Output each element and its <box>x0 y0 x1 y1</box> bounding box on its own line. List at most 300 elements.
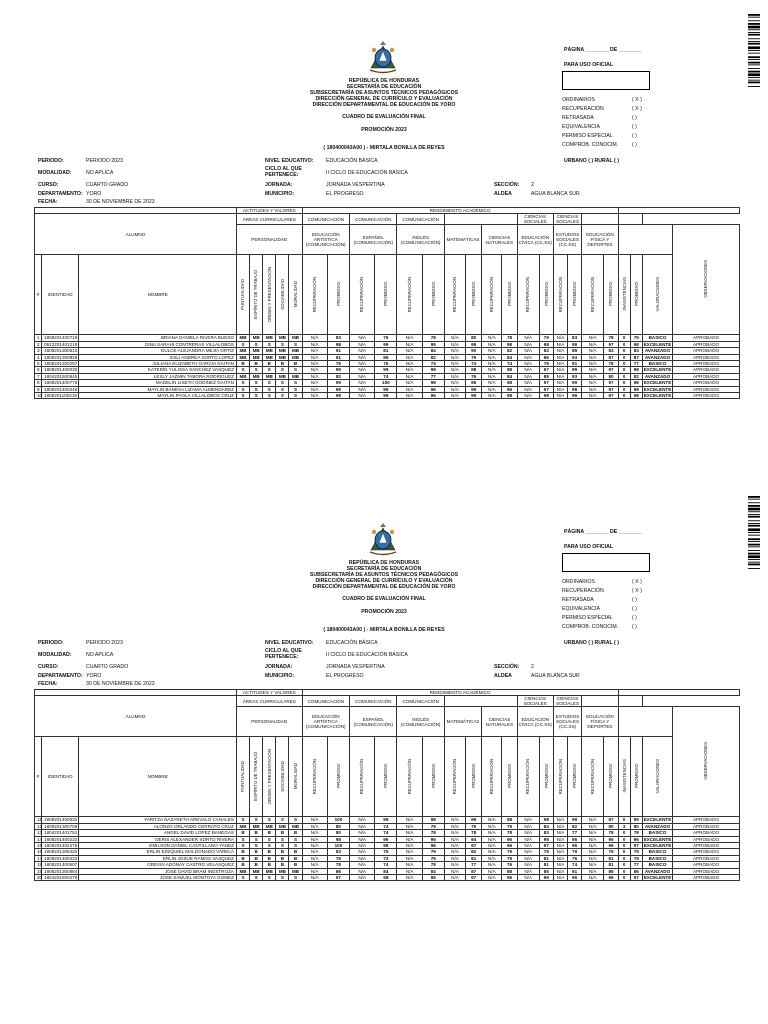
sociabilidad-column-header <box>276 255 289 335</box>
rendimiento-header: RENDIMIENTO ACADÉMICO <box>302 208 618 214</box>
attitude-grade: S <box>236 843 249 849</box>
promedio-label: PROMEDIO <box>383 282 389 307</box>
student-id: 1808201300513 <box>42 348 79 354</box>
final-average: 98 <box>630 341 642 347</box>
student-name: BRIANA DANIELA RIVERA BUESO <box>79 335 237 341</box>
subject-average: 88 <box>502 868 517 874</box>
student-id: 1804201500845 <box>42 373 79 379</box>
subject-recovery: N/A <box>444 393 465 399</box>
promedio-label: PROMEDIO <box>430 282 436 307</box>
observacion: APROBADO <box>673 830 740 836</box>
subject-recovery: N/A <box>444 875 465 881</box>
observacion: APROBADO <box>673 354 740 360</box>
subject-average: 78 <box>422 335 444 341</box>
subject-average: 80 <box>604 373 618 379</box>
subject-recovery: N/A <box>582 855 604 861</box>
absences: 0 <box>618 868 630 874</box>
subject-recovery: N/A <box>397 830 422 836</box>
absences: 0 <box>618 348 630 354</box>
subject-average: 79 <box>422 849 444 855</box>
subject-average: 99 <box>568 393 582 399</box>
jornada-label: JORNADA: <box>265 664 293 670</box>
student-id: 1808201400030 <box>42 367 79 373</box>
centro-title: ( 180400043A00 ) - MIRTALA BONILLA DE REYES <box>323 145 445 151</box>
attitude-grade: B <box>250 830 263 836</box>
subject-recovery: N/A <box>482 843 502 849</box>
attitude-grade: S <box>236 386 249 392</box>
attitude-grade: S <box>289 380 302 386</box>
subject-average: 79 <box>539 849 553 855</box>
attitude-grade: MB <box>263 823 276 829</box>
absences: 0 <box>618 817 630 823</box>
recuperacion-label: RECUPERACIÓN <box>406 758 412 794</box>
student-id: 1808201400507 <box>42 862 79 868</box>
final-average: 77 <box>630 862 642 868</box>
subject-average: 98 <box>539 817 553 823</box>
subject-average: 98 <box>568 386 582 392</box>
student-name: ANGEL DAVID LOPEZ BANEGAS <box>79 830 237 836</box>
subject-average: 85 <box>604 868 618 874</box>
row-number: 12 <box>35 823 42 829</box>
subject-recovery: N/A <box>302 373 327 379</box>
subject-average: 98 <box>502 817 517 823</box>
recuperacion-column-header <box>302 255 327 335</box>
promedio-column-header <box>375 255 397 335</box>
attitude-grade: S <box>263 836 276 842</box>
subject-recovery: N/A <box>397 862 422 868</box>
personalidad-header: PERSONALIDAD <box>236 707 302 737</box>
promedio-column-header <box>502 737 517 817</box>
subject-average: 82 <box>422 354 444 360</box>
status-label: EQUIVALENCIA <box>562 606 600 612</box>
subject-average: 99 <box>568 367 582 373</box>
num-header: # <box>35 255 42 335</box>
subject-recovery: N/A <box>397 367 422 373</box>
row-number: 1 <box>35 335 42 341</box>
final-average: 82 <box>630 373 642 379</box>
absences: 0 <box>618 341 630 347</box>
moralidad-column-header <box>289 255 302 335</box>
honduras-coat-of-arms-icon <box>368 40 398 74</box>
final-average: 87 <box>630 354 642 360</box>
valoracion: AVANZADO <box>642 354 672 360</box>
curso-label: CURSO: <box>38 182 59 188</box>
subject-average: 98 <box>502 367 517 373</box>
subject-recovery: N/A <box>482 393 502 399</box>
orden-label: ORDEN Y PRESENTACIÓN <box>266 266 272 322</box>
absences: 0 <box>618 836 630 842</box>
subject-recovery: N/A <box>553 380 567 386</box>
ciclo-value: II CICLO DE EDUCACIÓN BÁSICA <box>326 652 408 658</box>
attitude-grade: MB <box>236 354 249 360</box>
subject-average: 83 <box>539 830 553 836</box>
valoracion: EXCELENTE <box>643 393 672 399</box>
nivel-label: NIVEL EDUCATIVO: <box>265 640 314 646</box>
recuperacion-column-header <box>444 255 465 335</box>
attitude-grade: MB <box>263 868 276 874</box>
subject-average: 99 <box>466 817 482 823</box>
subject-average: 98 <box>327 386 349 392</box>
student-id: 1808201200297 <box>42 361 79 367</box>
attitude-grade: B <box>236 862 249 868</box>
subject-recovery: N/A <box>582 348 604 354</box>
subject-average: 82 <box>568 823 582 829</box>
subject-recovery: N/A <box>302 868 327 874</box>
subject-average: 80 <box>604 823 618 829</box>
subject-recovery: N/A <box>553 386 567 392</box>
student-name: ERLIN EZEQUIEL MALDONADO VARELA <box>79 849 237 855</box>
centro-title: ( 180400043A00 ) - MIRTALA BONILLA DE REYES <box>323 627 445 633</box>
recuperacion-column-header <box>397 255 422 335</box>
num-header: # <box>35 737 42 817</box>
final-average: 98 <box>630 380 642 386</box>
subject-recovery: N/A <box>444 335 465 341</box>
puntualidad-column-header <box>236 255 249 335</box>
espiritu-label: ESPÍRITU DE TRABAJO <box>253 751 259 801</box>
attitude-grade: S <box>276 836 289 842</box>
status-mark: ( ) <box>632 615 637 621</box>
subject-recovery: N/A <box>397 868 422 874</box>
subject-average: 100 <box>327 843 349 849</box>
valoraciones-column-header <box>642 255 672 335</box>
promedio-column-header <box>422 737 444 817</box>
recuperacion-label: RECUPERACIÓN <box>452 276 458 312</box>
subject-recovery: N/A <box>482 817 502 823</box>
matematicas-header: MATEMÁTICAS <box>444 225 481 255</box>
observacion: APROBADO <box>673 373 740 379</box>
absences: 0 <box>618 875 630 881</box>
ingles-header: INGLÉS (COMUNICACIÓN) <box>397 225 444 255</box>
subject-average: 95 <box>502 875 517 881</box>
row-number: 4 <box>35 354 42 360</box>
observacion: APROBADO <box>673 855 740 861</box>
cuadro-title: CUADRO DE EVALUACIÓN FINAL <box>342 596 426 602</box>
subject-average: 100 <box>375 380 397 386</box>
comunicacion-header: COMUNICACIÓN <box>397 214 444 225</box>
subject-recovery: N/A <box>553 830 567 836</box>
subject-average: 81 <box>375 348 397 354</box>
barcode-icon <box>748 14 760 86</box>
subject-average: 99 <box>466 341 482 347</box>
subject-recovery: N/A <box>444 348 465 354</box>
student-name: ALONZO ORLANDO CERRATO CRUZ <box>79 823 237 829</box>
ingles-header: INGLÉS (COMUNICACIÓN) <box>397 707 444 737</box>
subject-recovery: N/A <box>444 361 465 367</box>
subject-recovery: N/A <box>350 817 375 823</box>
subject-recovery: N/A <box>482 348 502 354</box>
alumno-header: ALUMNO <box>35 696 237 737</box>
subject-average: 97 <box>604 380 618 386</box>
subject-recovery: N/A <box>482 836 502 842</box>
subject-average: 91 <box>327 354 349 360</box>
subject-recovery: N/A <box>397 348 422 354</box>
subject-recovery: N/A <box>350 341 375 347</box>
subject-average: 85 <box>539 373 553 379</box>
subject-average: 81 <box>466 855 482 861</box>
subject-average: 97 <box>466 875 482 881</box>
student-id: 1804201500279 <box>42 875 79 881</box>
status-mark: ( ) <box>632 597 637 603</box>
row-number: 14 <box>35 836 42 842</box>
attitude-grade: MB <box>236 823 249 829</box>
valoracion: EXCELENTE <box>643 380 672 386</box>
absences: 0 <box>618 373 630 379</box>
observacion: APROBADO <box>673 862 740 868</box>
actitudes-header: ACTITUDES Y VALORES <box>236 690 302 696</box>
subject-recovery: N/A <box>582 367 604 373</box>
valoracion: AVANZADO <box>642 823 672 829</box>
subject-recovery: N/A <box>582 843 604 849</box>
subject-recovery: N/A <box>553 817 567 823</box>
subject-average: 84 <box>375 868 397 874</box>
row-number: 20 <box>35 875 42 881</box>
subject-recovery: N/A <box>350 335 375 341</box>
promedio-column-header <box>539 737 553 817</box>
subject-average: 90 <box>466 348 482 354</box>
subject-recovery: N/A <box>482 341 502 347</box>
absences: 0 <box>618 335 630 341</box>
subject-recovery: N/A <box>482 855 502 861</box>
promedio-column-header <box>466 255 482 335</box>
absences: 0 <box>618 361 630 367</box>
final-average: 79 <box>630 849 642 855</box>
subject-recovery: N/A <box>302 367 327 373</box>
attitude-grade: MB <box>263 373 276 379</box>
subject-recovery: N/A <box>350 367 375 373</box>
promedio-column-header <box>327 255 349 335</box>
recuperacion-column-header <box>553 737 567 817</box>
subject-recovery: N/A <box>553 855 567 861</box>
subject-average: 97 <box>539 843 553 849</box>
attitude-grade: MB <box>289 868 302 874</box>
subject-recovery: N/A <box>397 380 422 386</box>
observacion: APROBADO <box>673 875 740 881</box>
curso-label: CURSO: <box>38 664 59 670</box>
departamento-value: YORO <box>86 191 102 197</box>
status-mark: ( X ) <box>632 588 642 594</box>
observacion: APROBADO <box>673 823 740 829</box>
final-average: 80 <box>630 823 642 829</box>
subject-recovery: N/A <box>517 335 539 341</box>
subject-recovery: N/A <box>444 367 465 373</box>
status-label: ORDINARIOS <box>562 579 595 585</box>
subject-average: 93 <box>568 373 582 379</box>
modalidad-label: MODALIDAD: <box>38 652 72 658</box>
attitude-grade: S <box>289 341 302 347</box>
subject-average: 76 <box>568 855 582 861</box>
ciclo-value: II CICLO DE EDUCACIÓN BÁSICA <box>326 170 408 176</box>
subject-recovery: N/A <box>302 341 327 347</box>
subject-average: 74 <box>375 823 397 829</box>
attitude-grade: MB <box>250 335 263 341</box>
attitude-grade: S <box>263 393 276 399</box>
subject-recovery: N/A <box>444 830 465 836</box>
subject-average: 99 <box>375 386 397 392</box>
puntualidad-label: PUNTUALIDAD <box>240 278 246 310</box>
attitude-grade: S <box>289 875 302 881</box>
puntualidad-column-header <box>236 737 249 817</box>
subject-recovery: N/A <box>444 341 465 347</box>
subject-average: 79 <box>466 354 482 360</box>
attitude-grade: MB <box>250 348 263 354</box>
subject-average: 96 <box>502 836 517 842</box>
row-number: 8 <box>35 380 42 386</box>
valoracion: AVANZADO <box>642 373 672 379</box>
status-label: PERMISO ESPECIAL <box>562 615 613 621</box>
attitude-grade: B <box>276 849 289 855</box>
attitude-grade: S <box>263 386 276 392</box>
subject-recovery: N/A <box>582 380 604 386</box>
blank <box>582 696 619 707</box>
subject-average: 99 <box>375 367 397 373</box>
departamental-title: DIRECCIÓN DEPARTAMENTAL DE EDUCACIÓN DE YORO <box>312 102 456 108</box>
subject-recovery: N/A <box>553 361 567 367</box>
subject-recovery: N/A <box>517 862 539 868</box>
modalidad-label: MODALIDAD: <box>38 170 72 176</box>
espanol-header: ESPAÑOL (COMUNICACIÓN) <box>350 225 397 255</box>
subject-recovery: N/A <box>582 823 604 829</box>
subject-recovery: N/A <box>350 855 375 861</box>
subject-average: 81 <box>604 862 618 868</box>
final-average: 98 <box>630 393 642 399</box>
promedio-column-header <box>375 737 397 817</box>
subject-recovery: N/A <box>397 849 422 855</box>
attitude-grade: MB <box>276 373 289 379</box>
jornada-value: JORNADA VESPERTINA <box>326 664 385 670</box>
espiritu-label: ESPÍRITU DE TRABAJO <box>253 269 259 319</box>
subject-recovery: N/A <box>582 849 604 855</box>
absences: 0 <box>618 354 630 360</box>
personalidad-header: PERSONALIDAD <box>236 225 302 255</box>
ciclo-label: CICLO AL QUE PERTENECE: <box>265 648 302 660</box>
subject-average: 98 <box>502 393 517 399</box>
subject-average: 95 <box>604 836 618 842</box>
subject-average: 98 <box>375 875 397 881</box>
valoracion: BASICO <box>642 361 672 367</box>
promedio-column-header <box>466 737 482 817</box>
promedio-column-header <box>502 255 517 335</box>
moralidad-label: MORALIDAD <box>292 763 298 790</box>
seccion-label: SECCIÓN: <box>494 182 520 188</box>
espiritu-column-header <box>250 255 263 335</box>
subject-average: 94 <box>466 836 482 842</box>
subject-recovery: N/A <box>517 849 539 855</box>
subject-average: 95 <box>422 836 444 842</box>
attitude-grade: S <box>236 393 249 399</box>
fecha-value: 30 DE NOVIEMBRE DE 2023 <box>86 681 155 687</box>
recuperacion-label: RECUPERACIÓN <box>557 276 563 312</box>
periodo-label: PERIODO: <box>38 158 64 164</box>
subject-recovery: N/A <box>350 348 375 354</box>
absences: 0 <box>618 380 630 386</box>
attitude-grade: MB <box>263 348 276 354</box>
observacion: APROBADO <box>673 843 740 849</box>
subject-average: 99 <box>466 386 482 392</box>
promedio-label: PROMEDIO <box>571 282 577 307</box>
jornada-label: JORNADA: <box>265 182 293 188</box>
subject-average: 80 <box>327 823 349 829</box>
subject-average: 81 <box>539 855 553 861</box>
dg-curriculo-title: DIRECCIÓN GENERAL DE CURRÍCULO Y EVALUACIÓN <box>315 96 453 102</box>
promedio-label: PROMEDIO <box>383 764 389 789</box>
attitude-grade: S <box>250 341 263 347</box>
promedio-label: PROMEDIO <box>335 282 341 307</box>
attitude-grade: MB <box>250 373 263 379</box>
subject-recovery: N/A <box>302 380 327 386</box>
subject-recovery: N/A <box>444 862 465 868</box>
observaciones-header <box>673 225 740 335</box>
subject-average: 74 <box>502 361 517 367</box>
subject-recovery: N/A <box>302 849 327 855</box>
recuperacion-label: RECUPERACIÓN <box>590 276 596 312</box>
valoracion: AVANZADO <box>642 868 672 874</box>
attitude-grade: S <box>276 380 289 386</box>
row-number: 6 <box>35 367 42 373</box>
subject-recovery: N/A <box>482 354 502 360</box>
subject-recovery: N/A <box>582 817 604 823</box>
subject-average: 79 <box>502 849 517 855</box>
attitude-grade: S <box>263 875 276 881</box>
subject-recovery: N/A <box>517 868 539 874</box>
subject-average: 96 <box>568 875 582 881</box>
subject-recovery: N/A <box>517 361 539 367</box>
subject-recovery: N/A <box>553 393 567 399</box>
final-average: 98 <box>630 367 642 373</box>
inasistencias-label: INASISTENCIAS <box>621 277 627 311</box>
moralidad-label: MORALIDAD <box>292 281 298 308</box>
subject-average: 99 <box>327 380 349 386</box>
subject-average: 96 <box>422 843 444 849</box>
status-mark: ( ) <box>632 624 637 630</box>
subject-recovery: N/A <box>302 817 327 823</box>
blank-mid <box>444 696 517 707</box>
subject-recovery: N/A <box>350 386 375 392</box>
attitude-grade: MB <box>276 354 289 360</box>
absences: 0 <box>618 367 630 373</box>
subject-average: 85 <box>539 868 553 874</box>
attitude-grade: S <box>289 817 302 823</box>
sociabilidad-column-header <box>276 737 289 817</box>
subject-average: 79 <box>604 849 618 855</box>
subject-average: 78 <box>604 361 618 367</box>
subject-recovery: N/A <box>444 354 465 360</box>
promedio-label: PROMEDIO <box>506 764 512 789</box>
subject-recovery: N/A <box>350 361 375 367</box>
attitude-grade: B <box>263 855 276 861</box>
subject-recovery: N/A <box>482 849 502 855</box>
subject-average: 77 <box>568 830 582 836</box>
subject-recovery: N/A <box>350 843 375 849</box>
promocion-title: PROMOCIÓN 2023 <box>361 609 407 615</box>
subject-recovery: N/A <box>350 373 375 379</box>
attitude-grade: S <box>236 341 249 347</box>
subject-average: 99 <box>466 380 482 386</box>
final-average: 98 <box>630 386 642 392</box>
subject-average: 99 <box>375 817 397 823</box>
subject-recovery: N/A <box>302 830 327 836</box>
periodo-label: PERIODO: <box>38 640 64 646</box>
subject-recovery: N/A <box>482 373 502 379</box>
recuperacion-column-header <box>553 255 567 335</box>
subject-average: 78 <box>604 830 618 836</box>
final-average: 97 <box>630 875 642 881</box>
row-number: 5 <box>35 361 42 367</box>
attitude-grade: S <box>289 367 302 373</box>
subject-average: 96 <box>568 843 582 849</box>
subject-recovery: N/A <box>553 836 567 842</box>
inasistencias-column-header <box>618 255 630 335</box>
alumno-header: ALUMNO <box>35 214 237 255</box>
